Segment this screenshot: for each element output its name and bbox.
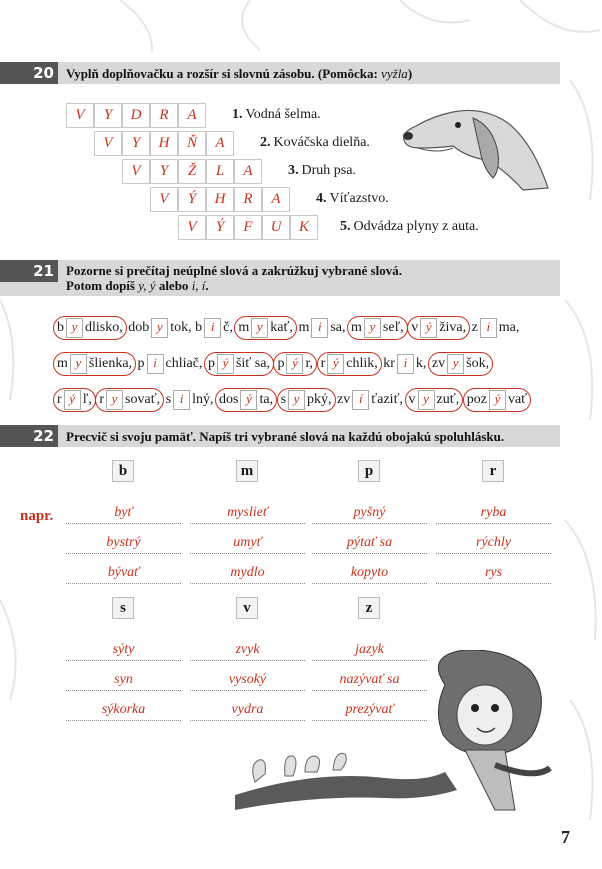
- circled-word[interactable]: [53, 352, 136, 376]
- clue-number: 5.: [340, 219, 351, 234]
- word-start: v: [408, 392, 416, 407]
- circled-word[interactable]: [317, 352, 382, 376]
- task-instruction: Pozorne si prečítaj neúplné slová a zakrúžkuj vybrané slová. Potom dopíš y, ý alebo i, í.: [66, 263, 402, 293]
- answer-line[interactable]: byť: [66, 503, 181, 524]
- crossword-clue: [232, 107, 321, 123]
- word-start: m: [238, 320, 250, 335]
- word-line: [55, 388, 529, 412]
- answer-line[interactable]: ryba: [436, 503, 551, 524]
- fill-in-box[interactable]: ý: [240, 390, 257, 410]
- crossword-cell[interactable]: A: [206, 131, 234, 156]
- word[interactable]: [128, 316, 191, 340]
- fill-in-box[interactable]: y: [70, 354, 87, 374]
- answer-line[interactable]: rýchly: [436, 533, 551, 554]
- word-end: kať,: [270, 320, 293, 335]
- fill-in-box[interactable]: y: [106, 390, 123, 410]
- crossword-cell[interactable]: A: [262, 187, 290, 212]
- word[interactable]: [383, 352, 426, 376]
- circled-word[interactable]: [463, 388, 531, 412]
- task-number: 20: [0, 62, 58, 84]
- word-start: z: [471, 320, 478, 335]
- crossword-cell[interactable]: Y: [150, 159, 178, 184]
- clue-text: Víťazstvo.: [329, 191, 389, 206]
- answer-line[interactable]: myslieť: [190, 503, 305, 524]
- fill-in-box[interactable]: i: [204, 318, 221, 338]
- answer-line[interactable]: umyť: [190, 533, 305, 554]
- word-end: ľ,: [82, 392, 92, 407]
- clue-number: 4.: [316, 191, 327, 206]
- word-end: r,: [305, 356, 314, 371]
- fill-in-box[interactable]: ý: [217, 354, 234, 374]
- word-end: ta,: [259, 392, 274, 407]
- crossword-clue: [316, 191, 389, 207]
- word[interactable]: [166, 388, 214, 412]
- consonant-letter: s: [112, 597, 134, 619]
- crossword-cell[interactable]: F: [234, 215, 262, 240]
- fill-in-box[interactable]: y: [66, 318, 83, 338]
- consonant-letter: p: [358, 460, 380, 482]
- answer-line[interactable]: bystrý: [66, 533, 181, 554]
- consonant-letter: z: [358, 597, 380, 619]
- circled-word[interactable]: [407, 316, 470, 340]
- fill-in-box[interactable]: y: [418, 390, 435, 410]
- word-end: živa,: [439, 320, 467, 335]
- answer-line[interactable]: vysoký: [190, 670, 305, 691]
- word-start: m: [57, 356, 68, 371]
- word-end: chlik,: [346, 356, 378, 371]
- answer-line[interactable]: jazyk: [312, 640, 427, 661]
- word-start: r: [320, 356, 326, 371]
- fill-in-box[interactable]: ý: [327, 354, 344, 374]
- word-end: zuť,: [436, 392, 460, 407]
- answer-line[interactable]: rys: [436, 563, 551, 584]
- circled-word[interactable]: [204, 352, 274, 376]
- task-number: 21: [0, 260, 58, 282]
- consonant-letter: b: [112, 460, 134, 482]
- word-end: šiť sa,: [235, 356, 270, 371]
- word-start: b: [195, 320, 203, 335]
- fill-in-box[interactable]: y: [364, 318, 381, 338]
- circled-word[interactable]: [273, 352, 317, 376]
- word[interactable]: [337, 388, 403, 412]
- answer-line[interactable]: mydlo: [190, 563, 305, 584]
- task-22-header: [0, 425, 560, 447]
- word-end: tok,: [170, 320, 192, 335]
- consonant-letter: r: [482, 460, 504, 482]
- crossword-cell[interactable]: Ý: [178, 187, 206, 212]
- word-end: pký,: [307, 392, 332, 407]
- crossword-cell[interactable]: V: [94, 131, 122, 156]
- clue-text: Kováčska dielňa.: [273, 135, 370, 150]
- crossword-cell[interactable]: R: [234, 187, 262, 212]
- answer-line[interactable]: vydra: [190, 700, 305, 721]
- crossword-cell[interactable]: V: [122, 159, 150, 184]
- word-start: p: [277, 356, 285, 371]
- circled-word[interactable]: [234, 316, 297, 340]
- word-end: dlisko,: [85, 320, 123, 335]
- fill-in-box[interactable]: y: [447, 354, 464, 374]
- word-start: dos: [219, 392, 239, 407]
- crossword-cell[interactable]: V: [178, 215, 206, 240]
- crossword-cell[interactable]: Ý: [206, 215, 234, 240]
- crossword-cell[interactable]: V: [150, 187, 178, 212]
- circled-word[interactable]: [53, 316, 127, 340]
- fill-in-box[interactable]: i: [147, 354, 164, 374]
- word-end: šlienka,: [88, 356, 133, 371]
- example-label: napr.: [20, 508, 54, 524]
- crossword-cell[interactable]: A: [178, 103, 206, 128]
- word[interactable]: [195, 316, 233, 340]
- word-end: ťaziť,: [371, 392, 404, 407]
- crossword-cell[interactable]: K: [290, 215, 318, 240]
- task-instruction: Precvič si svoju pamäť. Napíš tri vybrané slová na každú obojakú spoluhlásku.: [66, 429, 505, 444]
- word-start: m: [351, 320, 362, 335]
- word-start: r: [99, 392, 105, 407]
- word-start: dob: [128, 320, 150, 335]
- fill-in-box[interactable]: i: [480, 318, 497, 338]
- word-start: s: [280, 392, 287, 407]
- page-number: 7: [561, 827, 570, 847]
- word-end: vať: [507, 392, 528, 407]
- task-20-header: [0, 62, 560, 84]
- word[interactable]: [472, 316, 520, 340]
- crossword-cell[interactable]: H: [206, 187, 234, 212]
- answer-line[interactable]: zvyk: [190, 640, 305, 661]
- answer-line[interactable]: bývať: [66, 563, 181, 584]
- answer-line[interactable]: syn: [66, 670, 181, 691]
- word[interactable]: [298, 316, 345, 340]
- word-end: šok,: [466, 356, 490, 371]
- fill-in-box[interactable]: ý: [286, 354, 303, 374]
- task-number: 22: [0, 425, 58, 447]
- fill-in-box[interactable]: i: [311, 318, 328, 338]
- word-start: m: [298, 320, 310, 335]
- answer-line[interactable]: sýty: [66, 640, 181, 661]
- answer-line[interactable]: kopyto: [312, 563, 427, 584]
- fill-in-box[interactable]: i: [397, 354, 414, 374]
- word-line: [55, 316, 519, 340]
- consonant-letter: v: [236, 597, 258, 619]
- crossword-cell[interactable]: V: [66, 103, 94, 128]
- word-start: kr: [383, 356, 395, 371]
- clue-number: 2.: [260, 135, 271, 150]
- fill-in-box[interactable]: í: [352, 390, 369, 410]
- crossword-clue: [340, 219, 479, 235]
- answer-line[interactable]: pýtať sa: [312, 533, 427, 554]
- crossword-cell[interactable]: R: [150, 103, 178, 128]
- circled-word[interactable]: [428, 352, 493, 376]
- word-start: b: [57, 320, 64, 335]
- crossword-cell[interactable]: U: [262, 215, 290, 240]
- crossword-cell[interactable]: D: [122, 103, 150, 128]
- word-start: v: [411, 320, 419, 335]
- word[interactable]: [138, 352, 203, 376]
- crossword-cell[interactable]: Y: [122, 131, 150, 156]
- crossword-cell[interactable]: A: [234, 159, 262, 184]
- fill-in-box[interactable]: i: [173, 390, 190, 410]
- circled-word[interactable]: [347, 316, 408, 340]
- task-instruction: Vyplň doplňovačku a rozšír si slovnú zásobu. (Pomôcka: vyžla): [66, 66, 413, 81]
- word-end: sovať,: [125, 392, 161, 407]
- answer-line[interactable]: pyšný: [312, 503, 427, 524]
- word-end: č,: [223, 320, 233, 335]
- circled-word[interactable]: [95, 388, 164, 412]
- word-start: poz: [466, 392, 487, 407]
- fill-in-box[interactable]: y: [288, 390, 305, 410]
- word-line: [55, 352, 491, 376]
- answer-line[interactable]: sýkorka: [66, 700, 181, 721]
- fill-in-box[interactable]: ý: [420, 318, 437, 338]
- word-end: sa,: [330, 320, 346, 335]
- circled-word[interactable]: [405, 388, 464, 412]
- crossword-cell[interactable]: H: [150, 131, 178, 156]
- word-start: s: [165, 392, 172, 407]
- clue-number: 3.: [288, 163, 299, 178]
- word-start: p: [207, 356, 215, 371]
- word-start: r: [57, 392, 62, 407]
- crossword-cell[interactable]: Ň: [178, 131, 206, 156]
- crossword-cell[interactable]: Y: [94, 103, 122, 128]
- clue-text: Vodná šelma.: [245, 107, 321, 122]
- consonant-letter: m: [236, 460, 258, 482]
- word-end: ma,: [498, 320, 520, 335]
- word-start: zv: [431, 356, 446, 371]
- crossword-cell[interactable]: Ž: [178, 159, 206, 184]
- word-end: k,: [415, 356, 427, 371]
- word-end: chliač,: [165, 356, 203, 371]
- fill-in-box[interactable]: ý: [489, 390, 506, 410]
- answer-line[interactable]: prezývať: [312, 700, 427, 721]
- word-end: seľ,: [382, 320, 404, 335]
- fill-in-box[interactable]: y: [151, 318, 168, 338]
- circled-word[interactable]: [215, 388, 277, 412]
- clue-text: Druh psa.: [301, 163, 356, 178]
- answer-line[interactable]: nazývať sa: [312, 670, 427, 691]
- clue-number: 1.: [232, 107, 243, 122]
- circled-word[interactable]: [53, 388, 96, 412]
- word-end: lný,: [192, 392, 214, 407]
- fill-in-box[interactable]: y: [251, 318, 268, 338]
- word-start: p: [137, 356, 145, 371]
- circled-word[interactable]: [277, 388, 336, 412]
- crossword-clue: [288, 163, 356, 179]
- crossword-clue: [260, 135, 370, 151]
- crossword-cell[interactable]: L: [206, 159, 234, 184]
- task-21-header: [0, 260, 560, 296]
- clue-text: Odvádza plyny z auta.: [353, 219, 479, 234]
- fill-in-box[interactable]: ý: [64, 390, 81, 410]
- word-start: zv: [337, 392, 351, 407]
